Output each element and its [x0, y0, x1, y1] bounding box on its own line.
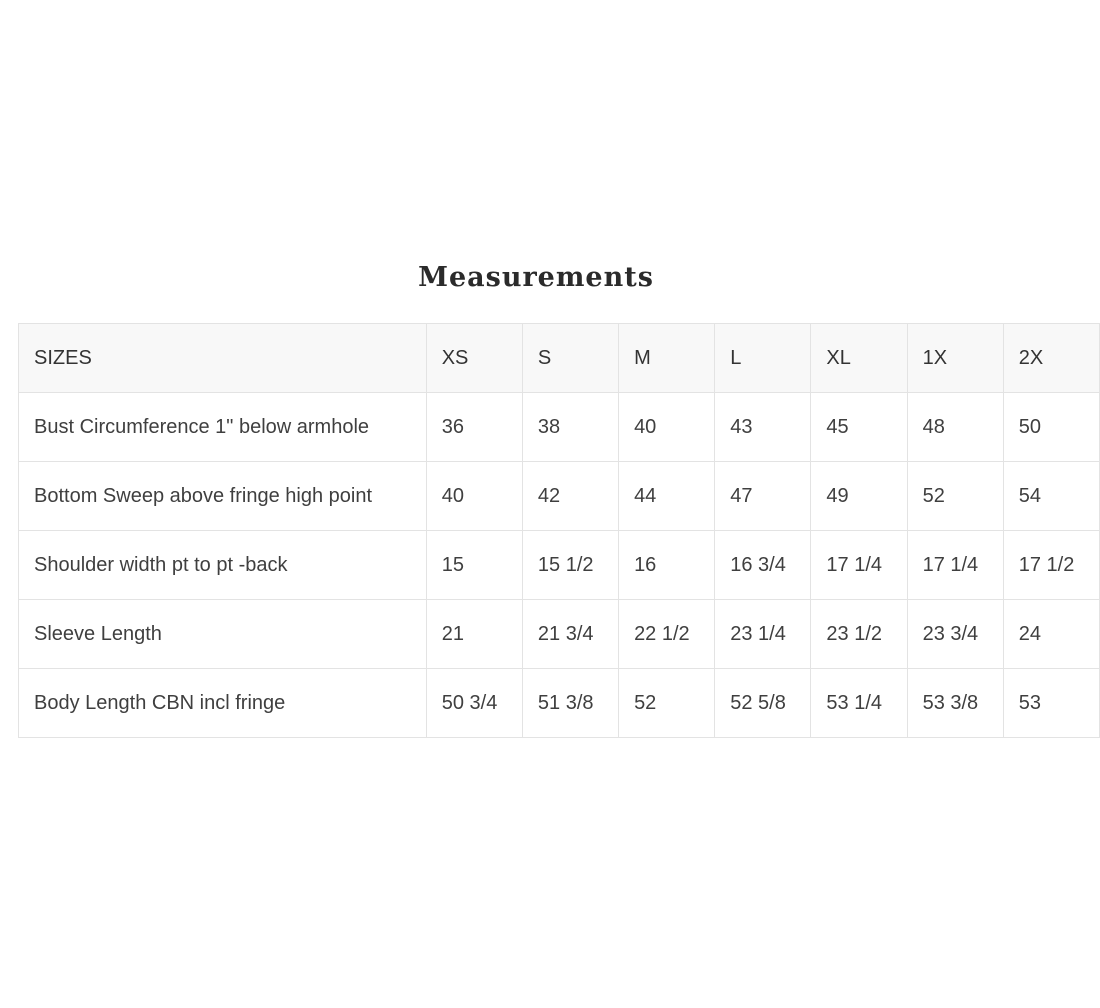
table-cell: 50 3/4	[426, 669, 522, 738]
table-cell: 15 1/2	[522, 531, 618, 600]
table-cell: 23 1/4	[715, 600, 811, 669]
table-cell: 40	[619, 393, 715, 462]
table-cell: 50	[1003, 393, 1099, 462]
row-label: Bottom Sweep above fringe high point	[19, 462, 427, 531]
header-size-s: S	[522, 324, 618, 393]
header-size-xl: XL	[811, 324, 907, 393]
row-label: Shoulder width pt to pt -back	[19, 531, 427, 600]
table-cell: 47	[715, 462, 811, 531]
table-cell: 17 1/4	[907, 531, 1003, 600]
table-cell: 17 1/4	[811, 531, 907, 600]
table-cell: 53 3/8	[907, 669, 1003, 738]
header-size-1x: 1X	[907, 324, 1003, 393]
header-size-m: M	[619, 324, 715, 393]
table-row	[19, 669, 1100, 738]
table-cell: 16	[619, 531, 715, 600]
table-cell: 53	[1003, 669, 1099, 738]
page-title: Measurements	[418, 262, 654, 293]
header-size-xs: XS	[426, 324, 522, 393]
row-label: Body Length CBN incl fringe	[19, 669, 427, 738]
table-cell: 21 3/4	[522, 600, 618, 669]
table-cell: 44	[619, 462, 715, 531]
table-cell: 21	[426, 600, 522, 669]
table-row	[19, 600, 1100, 669]
table-row	[19, 393, 1100, 462]
table-cell: 48	[907, 393, 1003, 462]
table-cell: 24	[1003, 600, 1099, 669]
table-cell: 15	[426, 531, 522, 600]
measurements-table-container	[18, 323, 1075, 738]
table-cell: 23 3/4	[907, 600, 1003, 669]
header-size-2x: 2X	[1003, 324, 1099, 393]
table-row	[19, 531, 1100, 600]
table-cell: 36	[426, 393, 522, 462]
table-cell: 53 1/4	[811, 669, 907, 738]
table-cell: 23 1/2	[811, 600, 907, 669]
table-cell: 52 5/8	[715, 669, 811, 738]
table-cell: 40	[426, 462, 522, 531]
table-cell: 42	[522, 462, 618, 531]
table-cell: 51 3/8	[522, 669, 618, 738]
row-label: Bust Circumference 1" below armhole	[19, 393, 427, 462]
table-cell: 52	[619, 669, 715, 738]
table-row	[19, 462, 1100, 531]
measurements-table	[18, 323, 1100, 738]
header-row	[19, 324, 1100, 393]
table-cell: 38	[522, 393, 618, 462]
table-cell: 54	[1003, 462, 1099, 531]
table-cell: 22 1/2	[619, 600, 715, 669]
table-cell: 49	[811, 462, 907, 531]
table-cell: 17 1/2	[1003, 531, 1099, 600]
row-label: Sleeve Length	[19, 600, 427, 669]
table-cell: 43	[715, 393, 811, 462]
header-size-l: L	[715, 324, 811, 393]
table-cell: 16 3/4	[715, 531, 811, 600]
table-cell: 52	[907, 462, 1003, 531]
table-cell: 45	[811, 393, 907, 462]
header-sizes-label: SIZES	[19, 324, 427, 393]
